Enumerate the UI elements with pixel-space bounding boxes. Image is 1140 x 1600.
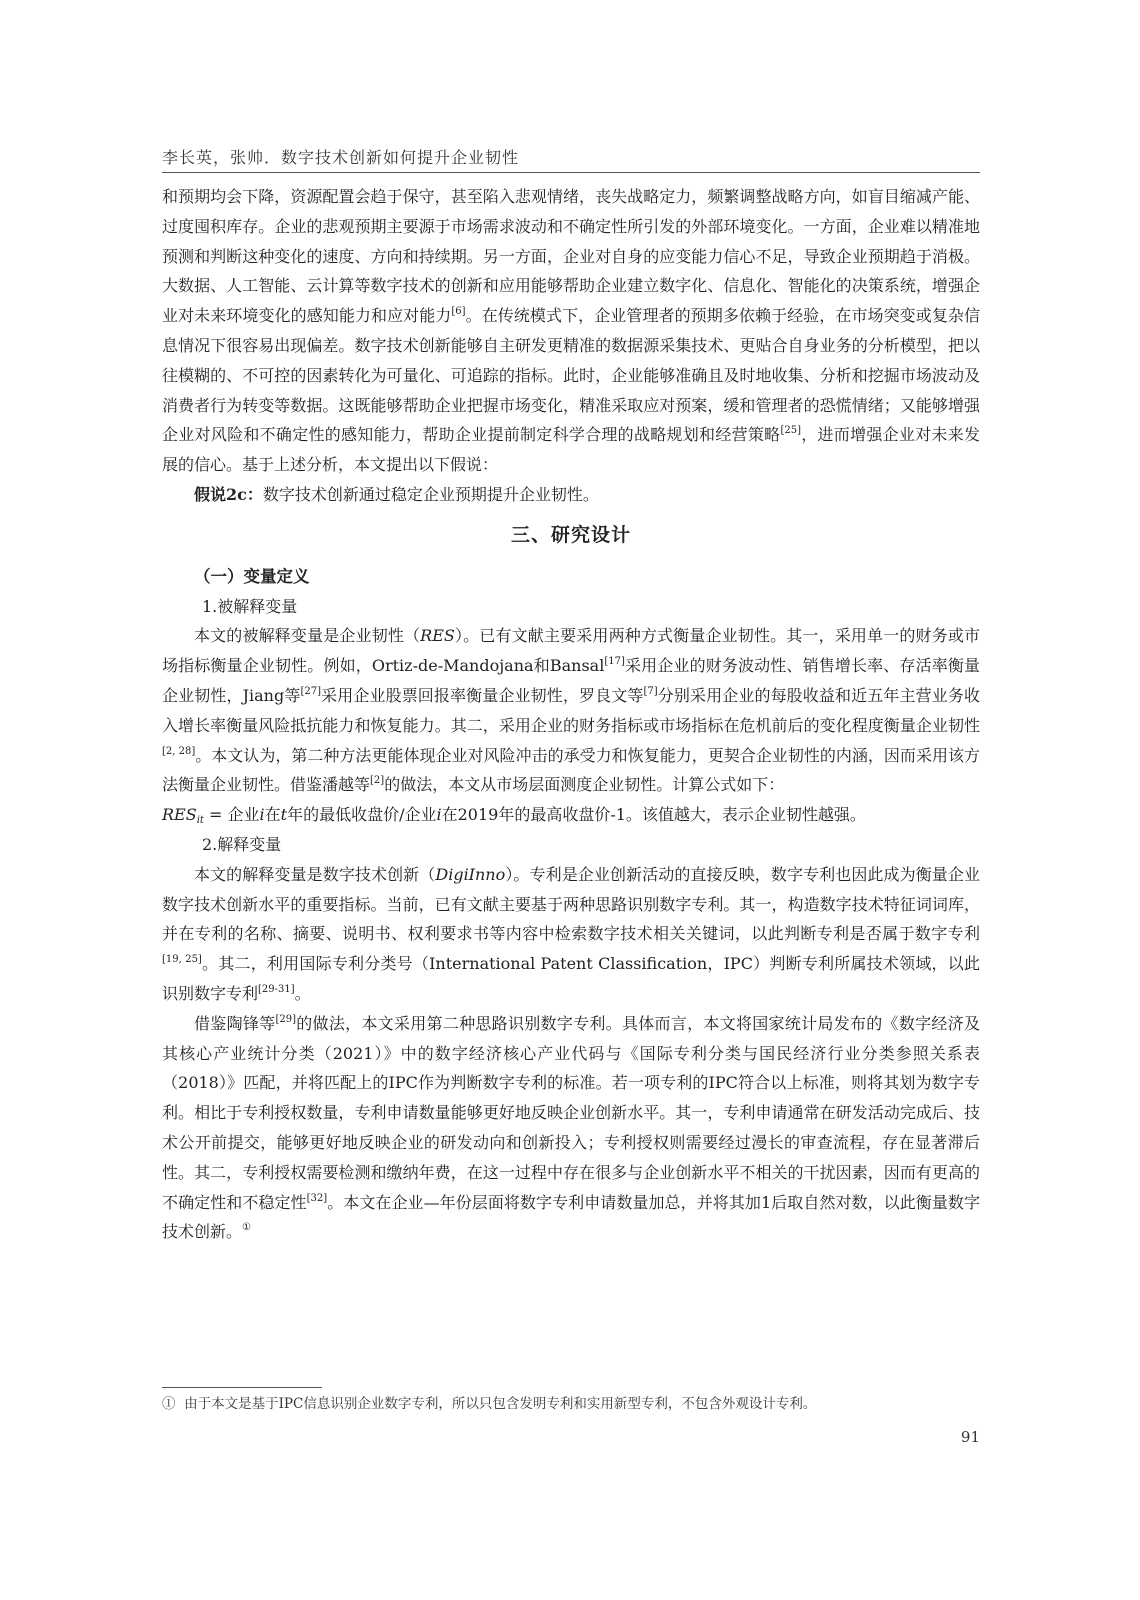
header-rule — [162, 172, 980, 173]
body-text — [162, 182, 980, 1247]
footnote — [162, 1393, 980, 1415]
paragraph-res-definition: 本文的被解释变量是企业韧性（RES）。已有文献主要采用两种方式衡量企业韧性。其一，采用单一的财务或市场指标衡量企业韧性。例如，Ortiz-de-Mandojana和Bansal[17]采用企业的财务波动性、销售增长率、存活率衡量企业韧性，Jiang等[27]采用企业股票回报率衡量企业韧性，罗良文等[7]分别采用企业的每股收益和近五年主营业务收入增长率衡量风险抵抗能力和恢复能力。其二，采用企业的财务指标或市场指标在危机前后的变化程度衡量企业韧性[2, 28]。本文认为，第二种方法更能体现企业对风险冲击的承受力和恢复能力，更契合企业韧性的内涵，因而采用该方法衡量企业韧性。借鉴潘越等[2]的做法，本文从市场层面测度企业韧性。计算公式如下： — [162, 626, 980, 795]
citation: [29-31] — [258, 983, 295, 995]
subsubsection-explanatory-variable: 2.解释变量 — [202, 834, 282, 854]
footnote-mark: ① — [162, 1396, 176, 1412]
page-number: 91 — [960, 1428, 980, 1446]
footnote-rule — [162, 1387, 322, 1388]
citation: [7] — [643, 685, 658, 697]
citation: [27] — [300, 685, 321, 697]
subsection-title: （一）变量定义 — [194, 566, 310, 586]
section-title: 三、研究设计 — [510, 523, 631, 546]
subsubsection-dependent-variable: 1.被解释变量 — [202, 596, 298, 616]
citation: [2, 28] — [162, 745, 196, 757]
footnote-marker[interactable]: ① — [242, 1222, 251, 1234]
paragraph-patent-identification: 借鉴陶锋等[29]的做法，本文采用第二种思路识别数字专利。具体而言，本文将国家统计局发布的《数字经济及其核心产业统计分类（2021）》中的数字经济核心产业代码与《国际专利分类与国民经济行业分类参照关系表（2018）》匹配，并将匹配上的IPC作为判断数字专利的标准。若一项专利的IPC符合以上标准，则将其划为数字专利。相比于专利授权数量，专利申请数量能够更好地反映企业创新水平。其一，专利申请通常在研发活动完成后、技术公开前提交，能够更好地反映企业的研发动向和创新投入；专利授权则需要经过漫长的审查流程，存在显著滞后性。其二，专利授权需要检测和缴纳年费，在这一过程中存在很多与企业创新水平不相关的干扰因素，因而有更高的不确定性和不稳定性[32]。本文在企业—年份层面将数字专利申请数量加总，并将其加1后取自然对数，以此衡量数字技术创新。① — [162, 1013, 980, 1242]
citation: [2] — [370, 775, 385, 787]
citation: [19, 25] — [162, 954, 202, 966]
hypothesis-label: 假说2c： — [194, 484, 263, 504]
running-header: 李长英，张帅．数字技术创新如何提升企业韧性 — [162, 148, 520, 167]
citation: [29] — [275, 1013, 296, 1025]
citation: [25] — [780, 425, 801, 437]
hypothesis-2c: 假说2c：数字技术创新通过稳定企业预期提升企业韧性。 — [194, 484, 599, 504]
paragraph-digiinno-definition: 本文的解释变量是数字技术创新（DigiInno）。专利是企业创新活动的直接反映，数字专利也因此成为衡量企业数字技术创新水平的重要指标。当前，已有文献主要基于两种思路识别数字专利。其一，构造数字技术特征词词库，并在专利的名称、摘要、说明书、权利要求书等内容中检索数字技术相关关键词，以此判断专利是否属于数字专利[19, 25]。其二，利用国际专利分类号（International Patent Classification，IPC）判断专利所属技术领域，以此识别数字专利[29-31]。 — [162, 864, 980, 1003]
citation: [6] — [451, 306, 466, 318]
footnote-text: 由于本文是基于IPC信息识别企业数字专利，所以只包含发明专利和实用新型专利，不包含外观设计专利。 — [184, 1396, 817, 1412]
formula-line: $RES_{it}$ = 企业i在t年的最低收盘价/企业i在2019年的最高收盘价-1。该值越大，表示企业韧性越强。 — [162, 805, 866, 827]
citation: [17] — [604, 656, 625, 668]
paragraph-expectations: 和预期均会下降，资源配置会趋于保守，甚至陷入悲观情绪，丧失战略定力，频繁调整战略方向，如盲目缩减产能、过度囤积库存。企业的悲观预期主要源于市场需求波动和不确定性所引发的外部环境变化。一方面，企业难以精准地预测和判断这种变化的速度、方向和持续期。另一方面，企业对自身的应变能力信心不足，导致企业预期趋于消极。大数据、人工智能、云计算等数字技术的创新和应用能够帮助企业建立数字化、信息化、智能化的决策系统，增强企业对未来环境变化的感知能力和应对能力[6]。在传统模式下，企业管理者的预期多依赖于经验，在市场突变或复杂信息情况下很容易出现偏差。数字技术创新能够自主研发更精准的数据源采集技术、更贴合自身业务的分析模型，把以往模糊的、不可控的因素转化为可量化、可追踪的指标。此时，企业能够准确且及时地收集、分析和挖掘市场波动及消费者行为转变等数据。这既能够帮助企业把握市场变化，精准采取应对预案，缓和管理者的恐慌情绪；又能够增强企业对风险和不确定性的感知能力，帮助企业提前制定科学合理的战略规划和经营策略[25]，进而增强企业对未来发展的信心。基于上述分析，本文提出以下假说： — [162, 187, 980, 475]
citation: [32] — [306, 1192, 328, 1204]
